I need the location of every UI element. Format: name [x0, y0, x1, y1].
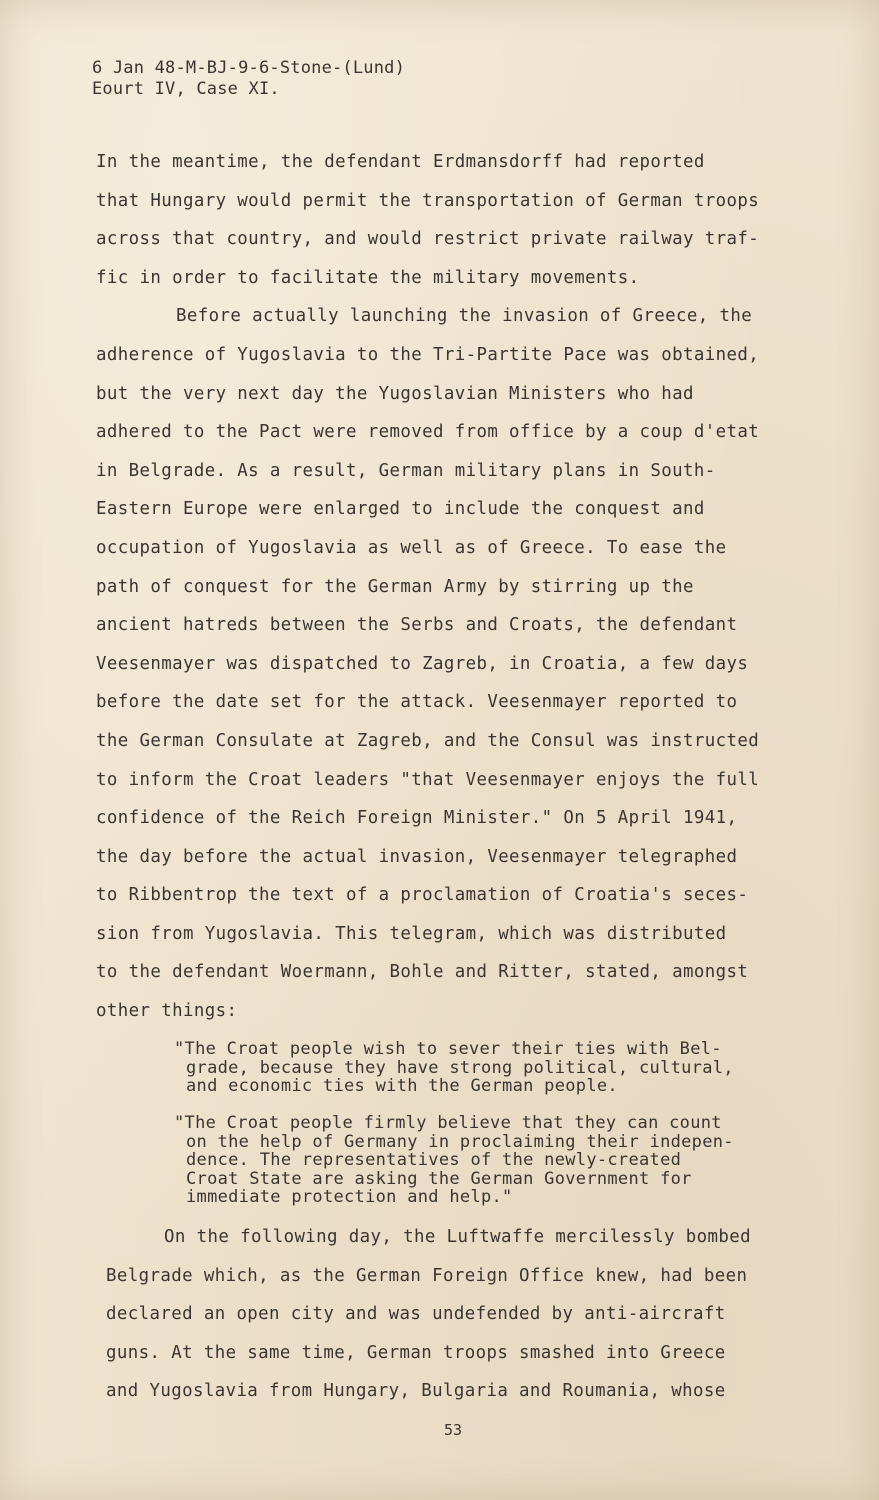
body-line: occupation of Yugoslavia as well as of Greece. To ease the: [96, 537, 727, 558]
body-line: On the following day, the Luftwaffe mercilessly bombed: [164, 1227, 751, 1247]
body-line: Veesenmayer was dispatched to Zagreb, in Croatia, a few days: [96, 653, 749, 674]
body-line: that Hungary would permit the transportation of German troops: [96, 190, 760, 211]
body-line: In the meantime, the defendant Erdmansdorff had reported: [96, 152, 705, 172]
closing-paragraph: [106, 1218, 826, 1411]
quote-line: grade, because they have strong political, cultural,: [186, 1057, 734, 1078]
body-line: across that country, and would restrict private railway traf-: [96, 229, 760, 250]
block-quote-2: [174, 1114, 794, 1207]
body-line: adhered to the Pact were removed from office by a coup d'etat: [96, 422, 760, 443]
body-line: adherence of Yugoslavia to the Tri-Partite Pace was obtained,: [96, 344, 760, 365]
block-quote-1: [174, 1040, 794, 1096]
header-line-docket: 6 Jan 48-M-BJ-9-6-Stone-(Lund): [92, 58, 406, 78]
body-line: declared an open city and was undefended by anti-aircraft: [106, 1304, 726, 1325]
body-line: before the date set for the attack. Veesenmayer reported to: [96, 692, 738, 713]
body-line: Before actually launching the invasion of Greece, the: [176, 306, 753, 327]
body-line: fic in order to facilitate the military movements.: [96, 267, 640, 288]
body-line: but the very next day the Yugoslavian Ministers who had: [96, 383, 694, 404]
body-line: confidence of the Reich Foreign Minister." On 5 April 1941,: [96, 808, 738, 829]
body-line: the day before the actual invasion, Veesenmayer telegraphed: [96, 846, 738, 867]
body-line: and Yugoslavia from Hungary, Bulgaria and Roumania, whose: [106, 1381, 726, 1402]
quote-line: on the help of Germany in proclaiming their indepen-: [186, 1131, 734, 1152]
quote-line: dence. The representatives of the newly-created: [186, 1150, 682, 1170]
quote-line: "The Croat people wish to sever their ties with Bel-: [174, 1039, 722, 1059]
header-line-court: Eourt IV, Case XI.: [92, 79, 280, 99]
body-line: to the defendant Woermann, Bohle and Ritter, stated, amongst: [96, 962, 749, 983]
body-line: path of conquest for the German Army by stirring up the: [96, 576, 694, 597]
body-line: guns. At the same time, German troops smashed into Greece: [106, 1342, 726, 1363]
body-line: Eastern Europe were enlarged to include the conquest and: [96, 499, 705, 520]
body-line: Belgrade which, as the German Foreign Office knew, had been: [106, 1265, 748, 1286]
body-line: sion from Yugoslavia. This telegram, which was distributed: [96, 923, 727, 944]
page-number: 53: [444, 1421, 463, 1439]
quote-line: Croat State are asking the German Government for: [186, 1168, 692, 1189]
quote-line: immediate protection and help.": [186, 1187, 513, 1207]
main-paragraphs: [96, 143, 816, 1031]
body-line: the German Consulate at Zagreb, and the Consul was instructed: [96, 730, 760, 751]
quote-line: "The Croat people firmly believe that they can count: [174, 1113, 722, 1133]
quote-line: and economic ties with the German people.: [186, 1076, 618, 1096]
document-header: [92, 58, 405, 100]
body-line: other things:: [96, 1001, 238, 1022]
body-line: to inform the Croat leaders "that Veesenmayer enjoys the full: [96, 769, 760, 790]
body-line: in Belgrade. As a result, German military plans in South-: [96, 460, 716, 481]
body-line: ancient hatreds between the Serbs and Croats, the defendant: [96, 615, 738, 636]
body-line: to Ribbentrop the text of a proclamation of Croatia's seces-: [96, 885, 749, 906]
